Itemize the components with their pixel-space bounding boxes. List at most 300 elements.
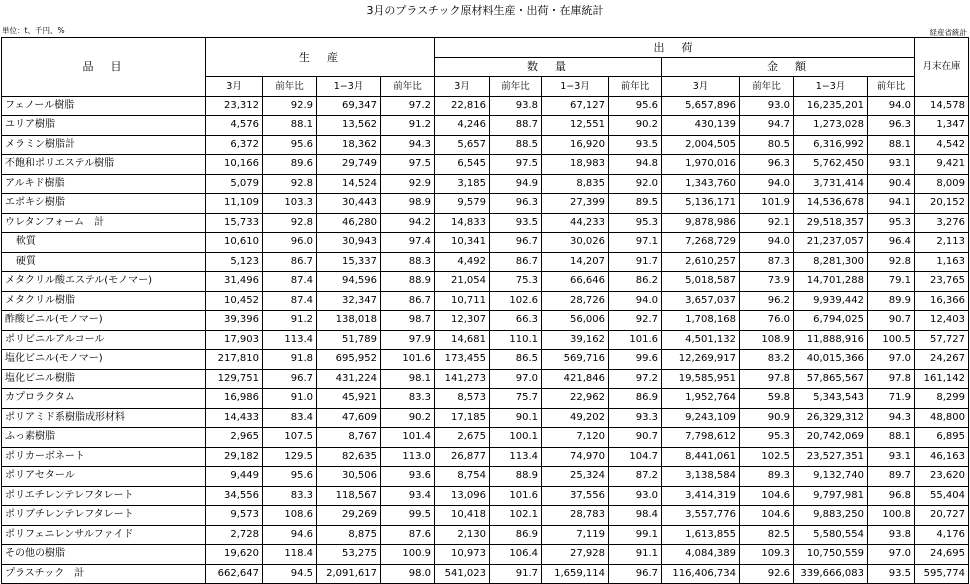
value-cell: 20,742,069: [794, 428, 868, 448]
value-cell: 46,163: [915, 447, 969, 467]
value-cell: 116,406,734: [662, 564, 740, 584]
value-cell: 22,816: [435, 96, 490, 116]
value-cell: 93.0: [740, 96, 794, 116]
value-cell: 27,928: [542, 545, 609, 565]
value-cell: 23,527,351: [794, 447, 868, 467]
value-cell: 421,846: [542, 369, 609, 389]
value-cell: 3,276: [915, 213, 969, 233]
value-cell: 27,399: [542, 194, 609, 214]
header-stock: 月末在庫: [915, 38, 969, 97]
item-name: メタクリル樹脂: [2, 291, 206, 311]
value-cell: 90.7: [609, 428, 662, 448]
value-cell: 10,750,559: [794, 545, 868, 565]
value-cell: 113.4: [490, 447, 542, 467]
value-cell: 5,018,587: [662, 272, 740, 292]
value-cell: 88.1: [868, 428, 915, 448]
value-cell: 8,835: [542, 174, 609, 194]
value-cell: 47,609: [317, 408, 381, 428]
value-cell: 101.6: [490, 486, 542, 506]
value-cell: 55,404: [915, 486, 969, 506]
value-cell: 5,657: [435, 135, 490, 155]
value-cell: 96.7: [263, 369, 317, 389]
unit-note: 単位：t、千円、%: [2, 26, 65, 35]
value-cell: 96.2: [740, 291, 794, 311]
value-cell: 12,551: [542, 116, 609, 136]
item-name: ポリカーボネート: [2, 447, 206, 467]
value-cell: 87.2: [609, 467, 662, 487]
value-cell: 69,347: [317, 96, 381, 116]
sub-header-cell: 1−3月: [794, 77, 868, 97]
value-cell: 79.1: [868, 272, 915, 292]
table-row: [2, 545, 969, 565]
sub-header-cell: 1−3月: [317, 77, 381, 97]
value-cell: 3,557,776: [662, 506, 740, 526]
value-cell: 100.8: [868, 506, 915, 526]
table-row: [2, 194, 969, 214]
value-cell: 91.0: [263, 389, 317, 409]
value-cell: 595,774: [915, 564, 969, 584]
value-cell: 16,920: [542, 135, 609, 155]
value-cell: 71.9: [868, 389, 915, 409]
value-cell: 90.2: [609, 116, 662, 136]
header-shipment: 出 荷: [435, 38, 915, 58]
table-row: [2, 389, 969, 409]
item-name: エポキシ樹脂: [2, 194, 206, 214]
table-row: [2, 525, 969, 545]
table-row: [2, 213, 969, 233]
value-cell: 88.9: [381, 272, 435, 292]
value-cell: 96.3: [490, 194, 542, 214]
value-cell: 94.3: [381, 135, 435, 155]
value-cell: 67,127: [542, 96, 609, 116]
value-cell: 2,113: [915, 233, 969, 253]
value-cell: 91.2: [263, 311, 317, 331]
value-cell: 18,362: [317, 135, 381, 155]
value-cell: 89.9: [868, 291, 915, 311]
value-cell: 28,726: [542, 291, 609, 311]
value-cell: 173,455: [435, 350, 490, 370]
value-cell: 2,728: [206, 525, 263, 545]
value-cell: 106.4: [490, 545, 542, 565]
value-cell: 14,701,288: [794, 272, 868, 292]
value-cell: 430,139: [662, 116, 740, 136]
value-cell: 93.3: [609, 408, 662, 428]
value-cell: 76.0: [740, 311, 794, 331]
value-cell: 100.1: [490, 428, 542, 448]
value-cell: 101.9: [740, 194, 794, 214]
value-cell: 14,681: [435, 330, 490, 350]
value-cell: 1,659,114: [542, 564, 609, 584]
value-cell: 11,888,916: [794, 330, 868, 350]
table-row: [2, 291, 969, 311]
value-cell: 8,875: [317, 525, 381, 545]
value-cell: 86.7: [263, 252, 317, 272]
table-row: [2, 408, 969, 428]
value-cell: 14,524: [317, 174, 381, 194]
value-cell: 83.3: [263, 486, 317, 506]
value-cell: 94.1: [868, 194, 915, 214]
value-cell: 5,343,543: [794, 389, 868, 409]
value-cell: 53,275: [317, 545, 381, 565]
value-cell: 10,610: [206, 233, 263, 253]
value-cell: 74,970: [542, 447, 609, 467]
value-cell: 3,414,319: [662, 486, 740, 506]
table-row: [2, 252, 969, 272]
value-cell: 92.6: [740, 564, 794, 584]
value-cell: 93.4: [381, 486, 435, 506]
value-cell: 94.9: [490, 174, 542, 194]
value-cell: 19,585,951: [662, 369, 740, 389]
value-cell: 13,562: [317, 116, 381, 136]
value-cell: 75.7: [490, 389, 542, 409]
value-cell: 98.9: [381, 194, 435, 214]
value-cell: 141,273: [435, 369, 490, 389]
value-cell: 91.2: [381, 116, 435, 136]
value-cell: 89.5: [609, 194, 662, 214]
value-cell: 8,009: [915, 174, 969, 194]
value-cell: 80.5: [740, 135, 794, 155]
item-name: ポリアセタール: [2, 467, 206, 487]
value-cell: 98.1: [381, 369, 435, 389]
value-cell: 129.5: [263, 447, 317, 467]
value-cell: 46,280: [317, 213, 381, 233]
value-cell: 3,657,037: [662, 291, 740, 311]
value-cell: 59.8: [740, 389, 794, 409]
value-cell: 99.1: [609, 525, 662, 545]
value-cell: 102.6: [490, 291, 542, 311]
value-cell: 97.9: [381, 330, 435, 350]
value-cell: 9,573: [206, 506, 263, 526]
value-cell: 97.5: [490, 155, 542, 175]
value-cell: 98.0: [381, 564, 435, 584]
value-cell: 29,749: [317, 155, 381, 175]
value-cell: 96.0: [263, 233, 317, 253]
value-cell: 10,973: [435, 545, 490, 565]
value-cell: 15,337: [317, 252, 381, 272]
value-cell: 94.8: [609, 155, 662, 175]
value-cell: 86.7: [381, 291, 435, 311]
value-cell: 57,727: [915, 330, 969, 350]
table-row: [2, 447, 969, 467]
value-cell: 96.4: [868, 233, 915, 253]
value-cell: 13,096: [435, 486, 490, 506]
value-cell: 9,878,986: [662, 213, 740, 233]
sub-header-cell: 前年比: [868, 77, 915, 97]
value-cell: 2,675: [435, 428, 490, 448]
value-cell: 101.6: [381, 350, 435, 370]
value-cell: 96.7: [490, 233, 542, 253]
value-cell: 91.7: [609, 252, 662, 272]
value-cell: 66,646: [542, 272, 609, 292]
value-cell: 93.8: [868, 525, 915, 545]
value-cell: 92.9: [381, 174, 435, 194]
value-cell: 3,731,414: [794, 174, 868, 194]
value-cell: 101.4: [381, 428, 435, 448]
value-cell: 23,765: [915, 272, 969, 292]
value-cell: 95.3: [740, 428, 794, 448]
value-cell: 695,952: [317, 350, 381, 370]
value-cell: 75.3: [490, 272, 542, 292]
value-cell: 118.4: [263, 545, 317, 565]
item-name: ポリエチレンテレフタレート: [2, 486, 206, 506]
value-cell: 113.0: [381, 447, 435, 467]
value-cell: 30,026: [542, 233, 609, 253]
value-cell: 9,449: [206, 467, 263, 487]
value-cell: 97.0: [490, 369, 542, 389]
value-cell: 113.4: [263, 330, 317, 350]
item-name: メタクリル酸エステル(モノマー): [2, 272, 206, 292]
value-cell: 83.3: [381, 389, 435, 409]
value-cell: 94.0: [609, 291, 662, 311]
value-cell: 1,343,760: [662, 174, 740, 194]
value-cell: 93.6: [381, 467, 435, 487]
total-row: [2, 564, 969, 584]
value-cell: 662,647: [206, 564, 263, 584]
item-name: ポリアミド系樹脂成形材料: [2, 408, 206, 428]
value-cell: 39,396: [206, 311, 263, 331]
sub-header-cell: 3月: [435, 77, 490, 97]
value-cell: 24,267: [915, 350, 969, 370]
table-row: [2, 96, 969, 116]
value-cell: 92.8: [868, 252, 915, 272]
item-name: ポリビニルアルコール: [2, 330, 206, 350]
value-cell: 19,620: [206, 545, 263, 565]
value-cell: 88.7: [490, 116, 542, 136]
value-cell: 1,708,168: [662, 311, 740, 331]
value-cell: 97.4: [381, 233, 435, 253]
table-row: [2, 272, 969, 292]
value-cell: 2,965: [206, 428, 263, 448]
sub-header-cell: 前年比: [381, 77, 435, 97]
source-note: 経産省統計: [929, 28, 967, 37]
value-cell: 56,006: [542, 311, 609, 331]
item-name: ポリフェニレンサルファイド: [2, 525, 206, 545]
value-cell: 51,789: [317, 330, 381, 350]
item-name: 塩化ビニル(モノマー): [2, 350, 206, 370]
value-cell: 92.7: [609, 311, 662, 331]
sub-header-cell: 1−3月: [542, 77, 609, 97]
sub-header-cell: 前年比: [740, 77, 794, 97]
value-cell: 8,754: [435, 467, 490, 487]
value-cell: 8,299: [915, 389, 969, 409]
value-cell: 96.3: [868, 116, 915, 136]
value-cell: 99.6: [609, 350, 662, 370]
value-cell: 4,084,389: [662, 545, 740, 565]
value-cell: 29,269: [317, 506, 381, 526]
value-cell: 18,983: [542, 155, 609, 175]
value-cell: 12,307: [435, 311, 490, 331]
value-cell: 1,952,764: [662, 389, 740, 409]
value-cell: 2,004,505: [662, 135, 740, 155]
value-cell: 1,273,028: [794, 116, 868, 136]
value-cell: 87.6: [381, 525, 435, 545]
item-name: ポリブチレンテレフタレート: [2, 506, 206, 526]
item-name: アルキド樹脂: [2, 174, 206, 194]
value-cell: 5,123: [206, 252, 263, 272]
value-cell: 89.7: [868, 467, 915, 487]
value-cell: 37,556: [542, 486, 609, 506]
value-cell: 93.5: [490, 213, 542, 233]
value-cell: 104.6: [740, 506, 794, 526]
value-cell: 93.5: [609, 135, 662, 155]
value-cell: 95.6: [263, 467, 317, 487]
item-name: フェノール樹脂: [2, 96, 206, 116]
table-row: [2, 486, 969, 506]
value-cell: 29,518,357: [794, 213, 868, 233]
value-cell: 109.3: [740, 545, 794, 565]
value-cell: 14,536,678: [794, 194, 868, 214]
value-cell: 10,166: [206, 155, 263, 175]
value-cell: 49,202: [542, 408, 609, 428]
value-cell: 7,120: [542, 428, 609, 448]
statistics-table: [1, 37, 969, 584]
value-cell: 20,152: [915, 194, 969, 214]
value-cell: 7,798,612: [662, 428, 740, 448]
value-cell: 161,142: [915, 369, 969, 389]
value-cell: 10,452: [206, 291, 263, 311]
value-cell: 1,613,855: [662, 525, 740, 545]
value-cell: 39,162: [542, 330, 609, 350]
value-cell: 97.1: [609, 233, 662, 253]
item-name: 不飽和ポリエステル樹脂: [2, 155, 206, 175]
item-name: メラミン樹脂計: [2, 135, 206, 155]
value-cell: 90.2: [381, 408, 435, 428]
value-cell: 9,883,250: [794, 506, 868, 526]
value-cell: 14,433: [206, 408, 263, 428]
value-cell: 102.1: [490, 506, 542, 526]
table-row: [2, 233, 969, 253]
value-cell: 4,576: [206, 116, 263, 136]
header-production: 生 産: [206, 38, 435, 77]
value-cell: 17,903: [206, 330, 263, 350]
value-cell: 82.5: [740, 525, 794, 545]
value-cell: 94.3: [868, 408, 915, 428]
table-row: [2, 350, 969, 370]
value-cell: 94.0: [868, 96, 915, 116]
table-row: [2, 506, 969, 526]
value-cell: 98.4: [609, 506, 662, 526]
table-body: [2, 96, 969, 584]
value-cell: 91.7: [490, 564, 542, 584]
value-cell: 73.9: [740, 272, 794, 292]
table-row: [2, 428, 969, 448]
value-cell: 5,580,554: [794, 525, 868, 545]
item-name: 酢酸ビニル(モノマー): [2, 311, 206, 331]
value-cell: 1,163: [915, 252, 969, 272]
value-cell: 16,235,201: [794, 96, 868, 116]
table-row: [2, 330, 969, 350]
table-row: [2, 467, 969, 487]
value-cell: 94.2: [381, 213, 435, 233]
value-cell: 90.7: [868, 311, 915, 331]
value-cell: 14,207: [542, 252, 609, 272]
value-cell: 4,176: [915, 525, 969, 545]
value-cell: 9,939,442: [794, 291, 868, 311]
value-cell: 89.3: [740, 467, 794, 487]
table-row: [2, 135, 969, 155]
value-cell: 95.6: [263, 135, 317, 155]
value-cell: 26,329,312: [794, 408, 868, 428]
value-cell: 23,312: [206, 96, 263, 116]
value-cell: 118,567: [317, 486, 381, 506]
item-name: ユリア樹脂: [2, 116, 206, 136]
value-cell: 66.3: [490, 311, 542, 331]
value-cell: 4,492: [435, 252, 490, 272]
value-cell: 541,023: [435, 564, 490, 584]
value-cell: 91.1: [609, 545, 662, 565]
value-cell: 21,054: [435, 272, 490, 292]
sub-header-cell: 3月: [206, 77, 263, 97]
value-cell: 92.0: [609, 174, 662, 194]
value-cell: 83.2: [740, 350, 794, 370]
value-cell: 45,921: [317, 389, 381, 409]
value-cell: 88.5: [490, 135, 542, 155]
value-cell: 5,136,171: [662, 194, 740, 214]
value-cell: 97.2: [381, 96, 435, 116]
item-name: その他の樹脂: [2, 545, 206, 565]
value-cell: 92.8: [263, 213, 317, 233]
value-cell: 10,418: [435, 506, 490, 526]
value-cell: 21,237,057: [794, 233, 868, 253]
value-cell: 6,895: [915, 428, 969, 448]
value-cell: 89.6: [263, 155, 317, 175]
value-cell: 6,794,025: [794, 311, 868, 331]
value-cell: 94.5: [263, 564, 317, 584]
value-cell: 102.5: [740, 447, 794, 467]
table-row: [2, 311, 969, 331]
value-cell: 93.5: [868, 564, 915, 584]
value-cell: 96.7: [609, 564, 662, 584]
value-cell: 9,421: [915, 155, 969, 175]
value-cell: 98.7: [381, 311, 435, 331]
value-cell: 95.3: [609, 213, 662, 233]
value-cell: 88.1: [868, 135, 915, 155]
value-cell: 95.6: [609, 96, 662, 116]
value-cell: 93.1: [868, 447, 915, 467]
value-cell: 100.9: [381, 545, 435, 565]
table-row: [2, 369, 969, 389]
value-cell: 93.8: [490, 96, 542, 116]
value-cell: 92.1: [740, 213, 794, 233]
value-cell: 44,233: [542, 213, 609, 233]
value-cell: 16,366: [915, 291, 969, 311]
value-cell: 3,185: [435, 174, 490, 194]
value-cell: 97.5: [381, 155, 435, 175]
value-cell: 5,079: [206, 174, 263, 194]
item-name: プラスチック 計: [2, 564, 206, 584]
value-cell: 34,556: [206, 486, 263, 506]
value-cell: 28,783: [542, 506, 609, 526]
value-cell: 97.0: [868, 350, 915, 370]
value-cell: 88.1: [263, 116, 317, 136]
value-cell: 2,610,257: [662, 252, 740, 272]
value-cell: 9,243,109: [662, 408, 740, 428]
value-cell: 86.2: [609, 272, 662, 292]
item-name: ウレタンフォーム 計: [2, 213, 206, 233]
value-cell: 10,711: [435, 291, 490, 311]
sub-header-cell: 前年比: [263, 77, 317, 97]
table-row: [2, 155, 969, 175]
item-name: 塩化ビニル樹脂: [2, 369, 206, 389]
value-cell: 96.8: [868, 486, 915, 506]
value-cell: 94,596: [317, 272, 381, 292]
value-cell: 24,695: [915, 545, 969, 565]
value-cell: 93.0: [609, 486, 662, 506]
value-cell: 87.4: [263, 291, 317, 311]
value-cell: 94.6: [263, 525, 317, 545]
value-cell: 8,573: [435, 389, 490, 409]
value-cell: 30,443: [317, 194, 381, 214]
